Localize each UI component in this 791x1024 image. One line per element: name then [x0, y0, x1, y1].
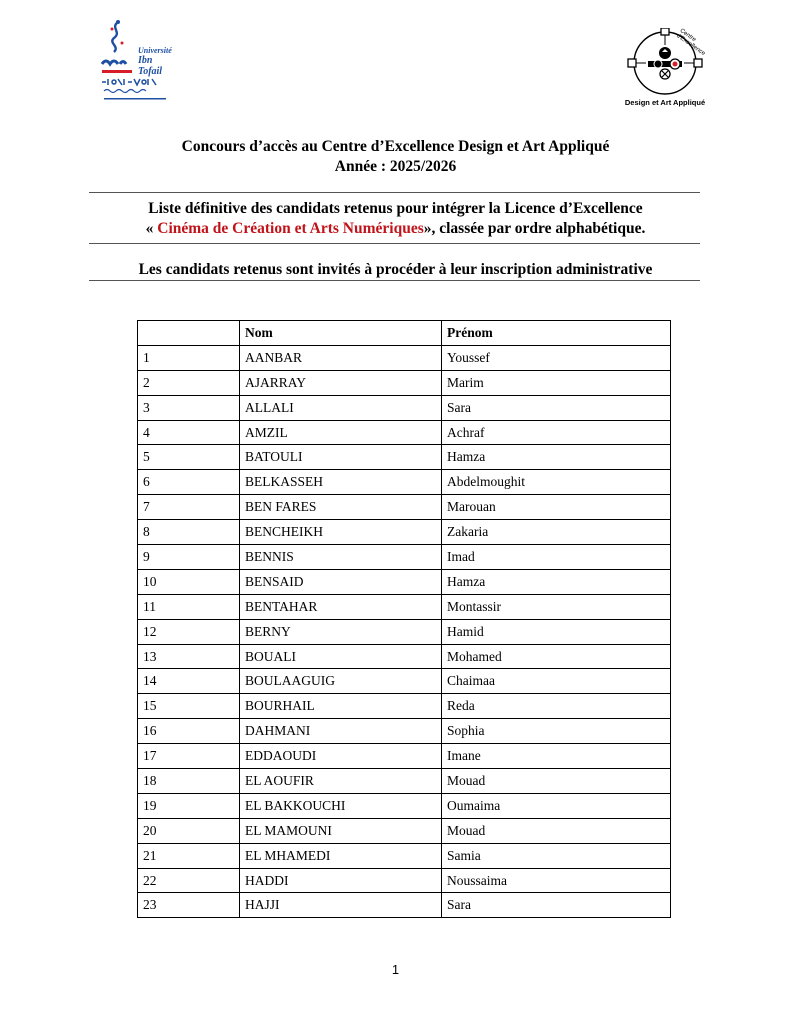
table-row	[138, 868, 671, 893]
cell-nom: AANBAR	[240, 345, 442, 370]
cell-number: 16	[138, 719, 240, 744]
cell-prenom: Reda	[442, 694, 671, 719]
column-header-prenom: Prénom	[442, 321, 671, 346]
cell-number: 18	[138, 769, 240, 794]
cell-prenom: Sara	[442, 893, 671, 918]
program-name: Cinéma de Création et Arts Numériques	[157, 220, 424, 237]
cell-number: 15	[138, 694, 240, 719]
cell-number: 20	[138, 818, 240, 843]
table-row	[138, 420, 671, 445]
table-row	[138, 545, 671, 570]
cell-nom: DAHMANI	[240, 719, 442, 744]
divider-middle	[89, 243, 700, 244]
list-description: Liste définitive des candidats retenus pour intégrer la Licence d’Excellence	[148, 200, 643, 217]
table-row	[138, 395, 671, 420]
divider-top	[89, 192, 700, 193]
logo-arc-text: Centre d'Excellence	[675, 28, 707, 58]
university-logo	[98, 18, 178, 106]
invitation-text: Les candidats retenus sont invités à procéder à leur inscription administrative	[138, 261, 653, 278]
cell-number: 14	[138, 669, 240, 694]
cell-nom: BOURHAIL	[240, 694, 442, 719]
cell-number: 7	[138, 495, 240, 520]
program-line	[0, 219, 791, 239]
table-row	[138, 370, 671, 395]
cell-prenom: Abdelmoughit	[442, 470, 671, 495]
page-number: 1	[391, 962, 400, 977]
cell-prenom: Zakaria	[442, 520, 671, 545]
cell-nom: EL MHAMEDI	[240, 843, 442, 868]
table-body	[138, 345, 671, 917]
cell-nom: BOUALI	[240, 644, 442, 669]
cell-nom: EL BAKKOUCHI	[240, 793, 442, 818]
cell-nom: HADDI	[240, 868, 442, 893]
cell-number: 5	[138, 445, 240, 470]
table-row	[138, 470, 671, 495]
cell-number: 4	[138, 420, 240, 445]
cell-prenom: Imad	[442, 545, 671, 570]
cell-prenom: Montassir	[442, 594, 671, 619]
table-header-row	[138, 321, 671, 346]
cell-nom: EDDAOUDI	[240, 744, 442, 769]
cell-prenom: Imane	[442, 744, 671, 769]
table-row	[138, 744, 671, 769]
cell-prenom: Mouad	[442, 818, 671, 843]
cell-prenom: Mouad	[442, 769, 671, 794]
table-row	[138, 818, 671, 843]
cell-number: 22	[138, 868, 240, 893]
cell-nom: BENNIS	[240, 545, 442, 570]
cell-nom: EL AOUFIR	[240, 769, 442, 794]
cell-prenom: Sara	[442, 395, 671, 420]
candidates-table	[137, 320, 671, 918]
cell-number: 10	[138, 569, 240, 594]
cell-nom: BERNY	[240, 619, 442, 644]
centre-excellence-logo	[620, 28, 710, 112]
cell-prenom: Chaimaa	[442, 669, 671, 694]
cell-prenom: Sophia	[442, 719, 671, 744]
cell-number: 13	[138, 644, 240, 669]
cell-prenom: Youssef	[442, 345, 671, 370]
cell-prenom: Hamza	[442, 569, 671, 594]
divider-bottom	[89, 280, 700, 281]
table-row	[138, 793, 671, 818]
document-title: Concours d’accès au Centre d’Excellence Design et Art Appliqué	[181, 138, 610, 155]
cell-number: 3	[138, 395, 240, 420]
cell-number: 8	[138, 520, 240, 545]
program-suffix: », classée par ordre alphabétique.	[423, 220, 646, 237]
table-row	[138, 495, 671, 520]
cell-nom: EL MAMOUNI	[240, 818, 442, 843]
cell-prenom: Marouan	[442, 495, 671, 520]
cell-nom: BOULAAGUIG	[240, 669, 442, 694]
cell-number: 17	[138, 744, 240, 769]
cell-number: 2	[138, 370, 240, 395]
table-row	[138, 569, 671, 594]
table-row	[138, 843, 671, 868]
cell-number: 23	[138, 893, 240, 918]
cell-number: 19	[138, 793, 240, 818]
cell-nom: HAJJI	[240, 893, 442, 918]
program-prefix: «	[145, 220, 158, 237]
cell-nom: AJARRAY	[240, 370, 442, 395]
cell-nom: BENCHEIKH	[240, 520, 442, 545]
cell-nom: BELKASSEH	[240, 470, 442, 495]
cell-number: 1	[138, 345, 240, 370]
cell-prenom: Oumaima	[442, 793, 671, 818]
table-row	[138, 719, 671, 744]
column-header-nom: Nom	[240, 321, 442, 346]
cell-prenom: Samia	[442, 843, 671, 868]
cell-nom: BATOULI	[240, 445, 442, 470]
cell-number: 11	[138, 594, 240, 619]
cell-prenom: Noussaima	[442, 868, 671, 893]
table-row	[138, 893, 671, 918]
cell-prenom: Achraf	[442, 420, 671, 445]
table-row	[138, 445, 671, 470]
academic-year: Année : 2025/2026	[334, 158, 457, 175]
cell-nom: BENTAHAR	[240, 594, 442, 619]
cell-number: 6	[138, 470, 240, 495]
cell-prenom: Hamid	[442, 619, 671, 644]
cell-nom: AMZIL	[240, 420, 442, 445]
table-row	[138, 669, 671, 694]
table-row	[138, 594, 671, 619]
column-header-number	[138, 321, 240, 346]
table-row	[138, 619, 671, 644]
cell-prenom: Marim	[442, 370, 671, 395]
cell-number: 12	[138, 619, 240, 644]
cell-prenom: Hamza	[442, 445, 671, 470]
table-row	[138, 769, 671, 794]
table-row	[138, 694, 671, 719]
cell-number: 9	[138, 545, 240, 570]
logo-caption: Design et Art Appliqué	[624, 98, 706, 107]
cell-nom: BENSAID	[240, 569, 442, 594]
table-row	[138, 520, 671, 545]
table-row	[138, 345, 671, 370]
university-name-text: Université Ibn Tofail	[138, 46, 172, 77]
cell-number: 21	[138, 843, 240, 868]
table-row	[138, 644, 671, 669]
cell-nom: BEN FARES	[240, 495, 442, 520]
cell-nom: ALLALI	[240, 395, 442, 420]
cell-prenom: Mohamed	[442, 644, 671, 669]
